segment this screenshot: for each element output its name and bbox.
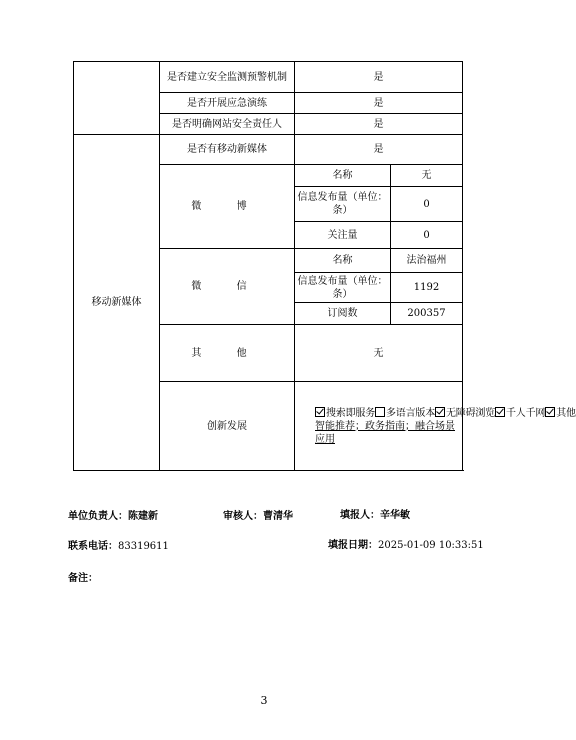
blank-cell [74, 62, 160, 135]
remarks-field [68, 569, 98, 584]
field-value: 0 [391, 222, 463, 249]
weibo-label: 微 博 [160, 165, 295, 249]
option-label: 搜索即服务 [326, 407, 375, 419]
row-value: 是 [295, 62, 463, 93]
wechat-label: 微 信 [160, 249, 295, 325]
page-number: 3 [260, 694, 268, 707]
checkbox-personalized[interactable] [495, 407, 505, 417]
filler-value: 辛华敏 [380, 510, 410, 521]
filler-label: 填报人： [340, 510, 380, 521]
field-label: 信息发布量（单位：条） [295, 187, 391, 222]
phone-value: 83319611 [118, 541, 169, 552]
other-value: 无 [295, 325, 463, 382]
other-label: 其 他 [160, 325, 295, 382]
field-value: 200357 [391, 303, 463, 325]
innovation-other-detail: 智能推荐；政务指南；融合场景应用 [315, 420, 455, 445]
field-label: 信息发布量（单位：条） [295, 273, 391, 303]
field-value: 1192 [391, 273, 463, 303]
unit-head-label: 单位负责人： [68, 511, 128, 522]
field-value: 法治福州 [391, 249, 463, 273]
remarks-label: 备注： [68, 573, 98, 584]
row-value: 是 [295, 135, 463, 165]
innovation-label: 创新发展 [160, 382, 295, 471]
unit-head-value: 陈建新 [128, 511, 158, 522]
reviewer-value: 曹清华 [263, 511, 293, 522]
reviewer-label: 审核人： [223, 511, 263, 522]
row-label: 是否有移动新媒体 [160, 135, 295, 165]
row-value: 是 [295, 114, 463, 135]
option-label: 多语言版本 [386, 407, 435, 419]
checkbox-other[interactable] [545, 407, 555, 417]
row-value: 是 [295, 93, 463, 114]
row-label: 是否建立安全监测预警机制 [160, 62, 295, 93]
field-label: 关注量 [295, 222, 391, 249]
report-table [73, 61, 576, 471]
reviewer-field [223, 507, 293, 522]
phone-field [68, 537, 169, 552]
filler-field [340, 506, 410, 521]
field-label: 订阅数 [295, 303, 391, 325]
innovation-checkbox-line [315, 407, 576, 420]
mobile-section-label: 移动新媒体 [74, 135, 160, 471]
field-label: 名称 [295, 249, 391, 273]
innovation-options [295, 382, 576, 471]
phone-label: 联系电话： [68, 541, 118, 552]
field-value: 无 [391, 165, 463, 187]
table-row [74, 62, 463, 93]
date-field [328, 536, 484, 551]
table-row [74, 135, 463, 165]
row-label: 是否开展应急演练 [160, 93, 295, 114]
option-label: 千人千网 [506, 407, 546, 419]
field-value: 0 [391, 187, 463, 222]
unit-head-field [68, 507, 158, 522]
option-label: 其他 [556, 407, 576, 419]
row-label: 是否明确网站安全责任人 [160, 114, 295, 135]
checkbox-multilingual[interactable] [375, 407, 385, 417]
checkbox-accessibility[interactable] [435, 407, 445, 417]
field-label: 名称 [295, 165, 391, 187]
checkbox-search-service[interactable] [315, 407, 325, 417]
date-value: 2025-01-09 10:33:51 [378, 540, 484, 551]
date-label: 填报日期： [328, 540, 378, 551]
option-label: 无障碍浏览 [446, 407, 495, 419]
